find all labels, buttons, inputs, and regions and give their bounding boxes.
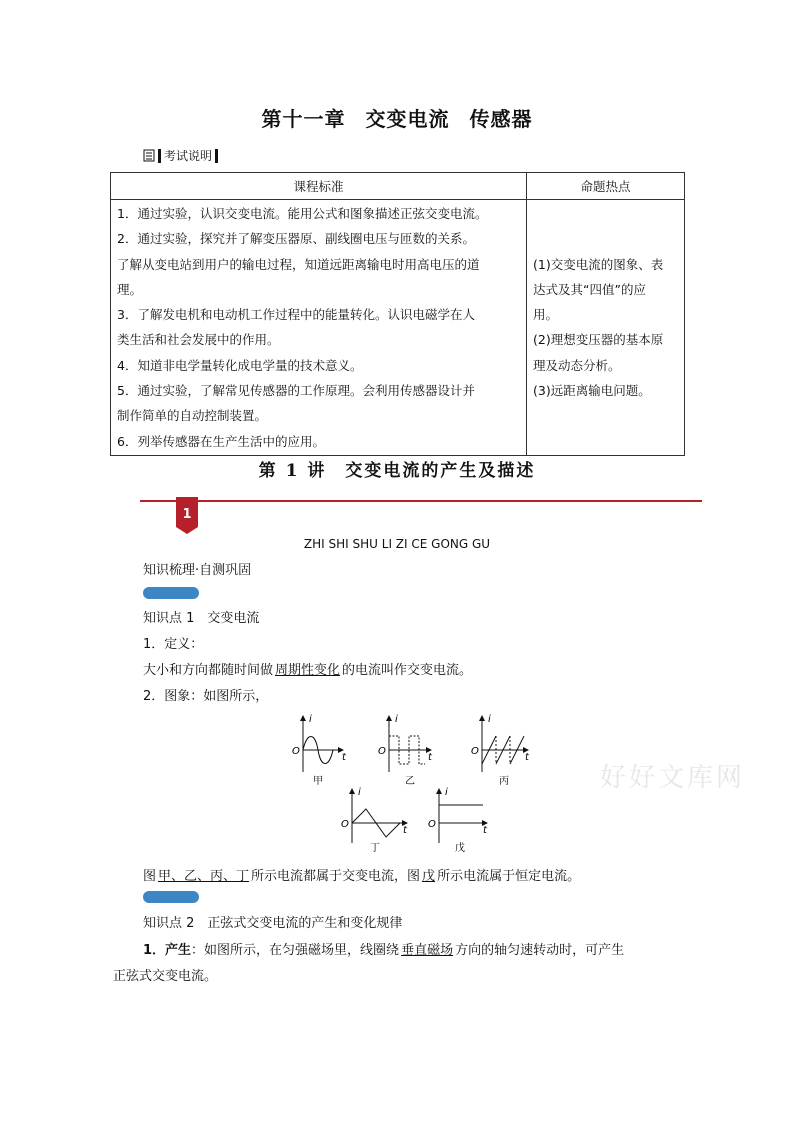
kp1-def-label: 1．定义：: [143, 637, 204, 652]
kp1-title: 知识点 1 交变电流: [143, 611, 260, 626]
kp1-def-text: 大小和方向都随时间做 周期性变化 的电流叫作交变电流。: [143, 663, 473, 678]
svg-text:t: t: [428, 752, 432, 763]
svg-text:丁: 丁: [370, 843, 380, 853]
graph-yi: [378, 714, 433, 786]
svg-text:戊: 戊: [455, 843, 465, 853]
bar-left: [158, 149, 161, 163]
svg-text:t: t: [342, 752, 346, 763]
watermark: 好好文库网: [600, 763, 746, 793]
graphs-row2: [337, 785, 497, 853]
bar-right: [215, 149, 218, 163]
curriculum-table: [110, 172, 685, 456]
graph-bing: [471, 714, 530, 786]
hotspots-cell: (1)交变电流的图象、表 达式及其“四值”的应 用。 (2)理想变压器的基本原 理及动态分析。 (3)远距离输电问题。: [527, 200, 685, 456]
svg-text:O: O: [341, 819, 349, 830]
svg-text:O: O: [471, 746, 479, 757]
exam-description-label: 考试说明: [143, 147, 218, 164]
svg-text:乙: 乙: [405, 776, 415, 786]
section-pinyin: ZHI SHI SHU LI ZI CE GONG GU: [303, 537, 491, 551]
graph-wu: [428, 787, 488, 853]
section-divider: [140, 500, 702, 502]
svg-text:O: O: [428, 819, 436, 830]
section-number: 1: [182, 507, 192, 522]
book-icon: [143, 149, 155, 162]
blank-dc-graph: 戊: [422, 869, 436, 884]
svg-text:t: t: [403, 825, 407, 836]
section-subtitle: 知识梳理·自测巩固: [143, 563, 252, 578]
svg-text:t: t: [525, 752, 529, 763]
svg-text:i: i: [395, 714, 398, 725]
graphs-row1: [285, 712, 535, 786]
svg-text:甲: 甲: [313, 776, 323, 786]
kp2-title: 知识点 2 正弦式交变电流的产生和变化规律: [143, 916, 403, 931]
graph-jia: [292, 714, 347, 786]
svg-text:丙: 丙: [499, 776, 509, 786]
col-header-hotspots: 命题热点: [527, 173, 685, 200]
svg-text:O: O: [292, 746, 300, 757]
kp1-conclusion: 图 甲、乙、丙、丁 所示电流都属于交变电流，图 戊 所示电流属于恒定电流。: [143, 869, 581, 884]
blank-ac-graphs: 甲、乙、丙、丁: [158, 869, 250, 884]
kp2-pill: [143, 891, 199, 903]
blank-perpendicular: 垂直磁场: [401, 943, 454, 958]
kp1-img-label: 2．图象：如图所示，: [143, 689, 269, 704]
lecture-title: 第 1 讲 交变电流的产生及描述: [258, 461, 536, 481]
svg-text:i: i: [358, 787, 361, 798]
svg-text:t: t: [483, 825, 487, 836]
blank-periodic: 周期性变化: [275, 663, 341, 678]
svg-text:O: O: [378, 746, 386, 757]
svg-text:i: i: [488, 714, 491, 725]
svg-text:i: i: [309, 714, 312, 725]
kp2-generation-line2: 正弦式交变电流。: [113, 969, 218, 984]
section-badge: [176, 497, 198, 535]
standards-cell: 1．通过实验，认识交变电流。能用公式和图象描述正弦交变电流。 2．通过实验，探究并了解变压器原、副线圈电压与匝数的关系。 了解从变电站到用户的输电过程，知道远距离输电时用高电压的道 理。 3．了解发电机和电动机工作过程中的能量转化。认识电磁学在人 类生活和社会发展中的作用。 4．知道非电学量转化成电学量的技术意义。 5．通过实验，了解常见传感器的工作原理。会利用传感器设计并 制作简单的自动控制装置。 6．列举传感器在生产生活中的应用。: [111, 200, 527, 456]
graph-ding: [341, 787, 408, 853]
chapter-title: 第十一章 交变电流 传感器: [261, 107, 533, 131]
kp2-generation: 1．产生：如图所示，在匀强磁场里，线圈绕 垂直磁场 方向的轴匀速转动时，可产生: [143, 943, 625, 958]
col-header-standards: 课程标准: [111, 173, 527, 200]
svg-text:i: i: [445, 787, 448, 798]
kp1-pill: [143, 587, 199, 599]
